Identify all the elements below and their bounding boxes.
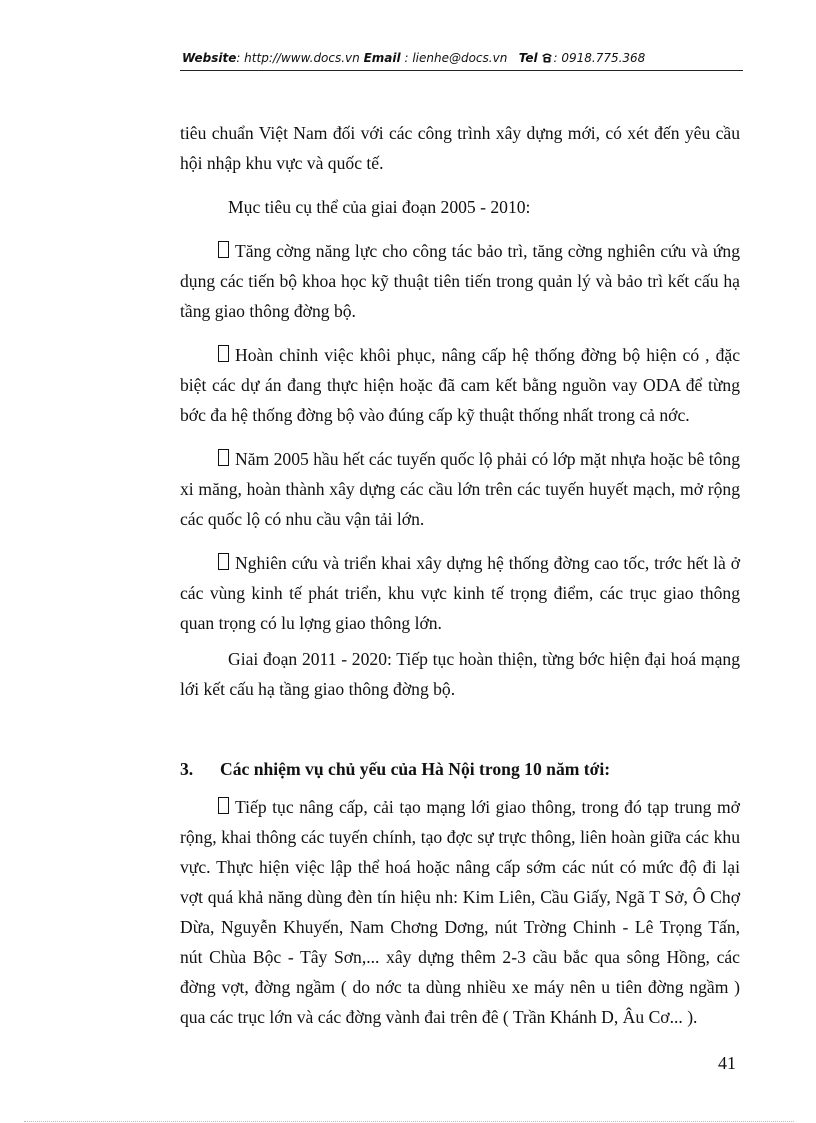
bullet-text: Năm 2005 hầu hết các tuyến quốc lộ phải có lớp mặt nhựa hoặc bê tông xi măng, hoàn thành xây dựng các cầu lớn trên các tuyến huyết mạch, mở rộng các quốc lộ có nhu cầu vận tải lớn. [180, 449, 740, 529]
bullet-item [180, 340, 740, 430]
document-body [180, 118, 740, 1032]
email-label: Email [363, 51, 401, 65]
page-bottom-border [24, 1121, 794, 1122]
page-number: 41 [718, 1053, 736, 1073]
header-rule [180, 70, 743, 71]
bullet-item [180, 548, 740, 638]
tel-value: : 0918.775.368 [553, 51, 646, 65]
checkbox-bullet-icon [218, 449, 229, 466]
bullet-item [180, 236, 740, 326]
bullet-text: Tiếp tục nâng cấp, cải tạo mạng lới giao thông, trong đó tạp trung mở rộng, khai thông các tuyến chính, tạo đợc sự trực thông, liên hoàn giữa các khu vực. Thực hiện việc lập thể hoá hoặc nâng cấp sớm các nút có mức độ đi lại vợt quá khả năng dùng đèn tín hiệu nh: Kim Liên, Cầu Giấy, Ngã T Sở, Ô Chợ Dừa, Nguyễn Khuyến, Nam Chơng Dơng, nút Trờng Chinh - Lê Trọng Tấn, nút Chùa Bộc - Tây Sơn,... xây dựng thêm 2-3 cầu bắc qua sông Hồng, các đờng vợt, đờng ngầm ( do nớc ta dùng nhiều xe máy nên u tiên đờng ngầm ) qua các trục lớn và các đờng vành đai trên đê ( Trần Khánh D, Âu Cơ... ). [180, 797, 740, 1027]
tel-label: Tel [518, 51, 538, 65]
section-number: 3. [180, 759, 194, 779]
bullet-text: Tăng cờng năng lực cho công tác bảo trì, tăng cờng nghiên cứu và ứng dụng các tiến bộ khoa học kỹ thuật tiên tiến trong quản lý và bảo trì kết cấu hạ tầng giao thông đờng bộ. [180, 241, 740, 321]
bullet-text: Hoàn chỉnh việc khôi phục, nâng cấp hệ thống đờng bộ hiện có , đặc biệt các dự án đang thực hiện hoặc đã cam kết bằng nguồn vay ODA để từng bớc đa hệ thống đờng bộ vào đúng cấp kỹ thuật thống nhất trong cả nớc. [180, 345, 740, 425]
bullet-item [180, 444, 740, 534]
checkbox-bullet-icon [218, 345, 229, 362]
page-header [182, 51, 645, 65]
phone-icon [541, 51, 553, 65]
paragraph: Giai đoạn 2011 - 2020: Tiếp tục hoàn thiện, từng bớc hiện đại hoá mạng lới kết cấu hạ tầng giao thông đờng bộ. [180, 649, 740, 699]
bullet-text: Nghiên cứu và triển khai xây dựng hệ thống đờng cao tốc, trớc hết là ở các vùng kinh tế phát triển, khu vực kinh tế trọng điểm, các trục giao thông quan trọng có lu lợng giao thông lớn. [180, 553, 740, 633]
website-label: Website [182, 51, 237, 65]
section-heading [180, 754, 740, 784]
website-value: : http://www.docs.vn [236, 51, 360, 65]
checkbox-bullet-icon [218, 553, 229, 570]
paragraph: Mục tiêu cụ thể của giai đoạn 2005 - 2010: [228, 197, 531, 217]
paragraph: tiêu chuẩn Việt Nam đối với các công trình xây dựng mới, có xét đến yêu cầu hội nhập khu vực và quốc tế. [180, 123, 740, 173]
checkbox-bullet-icon [218, 241, 229, 258]
email-value: : lienhe@docs.vn [404, 51, 508, 65]
bullet-item [180, 792, 740, 1032]
section-title: Các nhiệm vụ chủ yếu của Hà Nội trong 10 năm tới: [220, 759, 611, 779]
checkbox-bullet-icon [218, 797, 229, 814]
